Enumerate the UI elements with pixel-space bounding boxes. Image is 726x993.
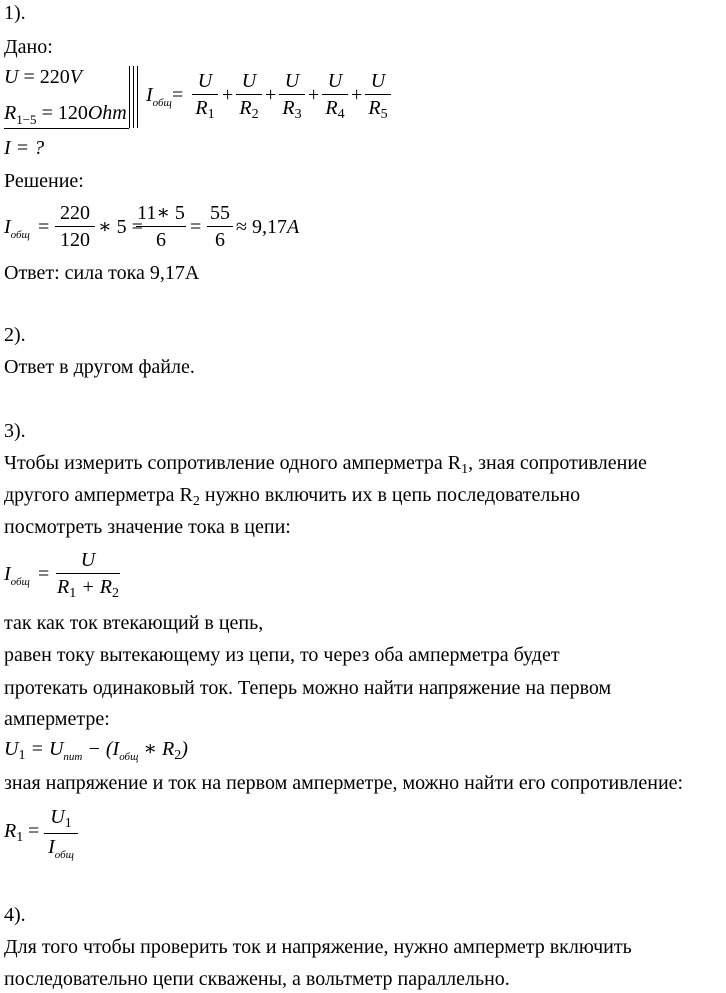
section2-text: Ответ в другом файле.	[4, 356, 195, 378]
section4-paragraph-2: последовательно цепи скважены, а вольтметр параллельно.	[4, 968, 510, 990]
section3-paragraph-6: протекать одинаковый ток. Теперь можно найти напряжение на первом	[4, 677, 612, 699]
calc-result: ≈ 9,17A	[236, 216, 300, 238]
calc-times-5: ∗ 5 =	[98, 216, 143, 238]
formula-lhs: $I_{общ}$	[146, 84, 172, 109]
section2-heading: 2).	[4, 324, 26, 346]
f1-lhs: $I_{общ}$	[4, 563, 30, 588]
given-voltage: U = 220V	[4, 66, 82, 88]
formula-plus-3: +	[308, 84, 320, 106]
f3-lhs: $R_1$	[4, 820, 24, 845]
given-resistance: $R_{1-5} = 120Ohm$	[4, 102, 127, 127]
calc-fraction-2: 11∗ 5 6	[137, 202, 185, 251]
section3-paragraph-8: зная напряжение и ток на первом амперметре, можно найти его сопротивление:	[4, 772, 684, 794]
f2-formula: $U_1 = U_{пит} - (I_{общ}$ ∗ $R_2$)	[4, 738, 188, 763]
section4-heading: 4).	[4, 904, 26, 926]
section1-answer: Ответ: сила тока 9,17А	[4, 262, 200, 284]
section3-paragraph-3: посмотреть значение тока в цепи:	[4, 516, 291, 538]
calc-lhs: $I_{общ}$	[4, 216, 30, 241]
given-underline	[4, 128, 129, 129]
formula-plus-1: +	[222, 84, 234, 106]
section3-paragraph-2: другого амперметра $R_2$ нужно включить их в цепь последовательно	[4, 484, 581, 509]
formula-term-2: U $R_2$	[236, 70, 262, 122]
f1-eq: =	[38, 563, 50, 585]
given-divider	[129, 66, 130, 128]
calc-eq-1: =	[38, 216, 50, 238]
given-divider-3	[137, 66, 138, 128]
given-divider-2	[133, 66, 134, 128]
given-label: Дано:	[4, 36, 53, 58]
calc-eq-2: =	[190, 216, 202, 238]
formula-plus-2: +	[265, 84, 277, 106]
solution-label: Решение:	[4, 170, 84, 192]
formula-term-4: U $R_4$	[322, 70, 348, 122]
formula-plus-4: +	[351, 84, 363, 106]
formula-term-1: U $R_1$	[192, 70, 218, 122]
formula-term-5: U $R_5$	[365, 70, 391, 122]
section3-paragraph-4: так как ток втекающий в цепь,	[4, 612, 264, 634]
find-current: I = ?	[4, 137, 45, 159]
section1-heading: 1).	[4, 2, 26, 24]
formula-eq: =	[172, 84, 184, 106]
formula-term-3: U $R_3$	[279, 70, 305, 122]
f1-fraction: U $R_1 + R_2$	[57, 549, 119, 601]
section3-paragraph-7: амперметре:	[4, 708, 110, 730]
section3-paragraph-5: равен току вытекающему из цепи, то через оба амперметра будет	[4, 644, 560, 666]
f3-eq: =	[28, 820, 40, 842]
section3-paragraph-1: Чтобы измерить сопротивление одного амперметра $R_1$, зная сопротивление	[4, 452, 647, 477]
section3-heading: 3).	[4, 420, 26, 442]
calc-fraction-1: 220 120	[55, 202, 95, 251]
section4-paragraph-1: Для того чтобы проверить ток и напряжение, нужно амперметр включить	[4, 936, 632, 958]
f3-fraction: $U_1$ $I_{общ}$	[44, 806, 78, 861]
calc-fraction-3: 55 6	[207, 202, 233, 251]
